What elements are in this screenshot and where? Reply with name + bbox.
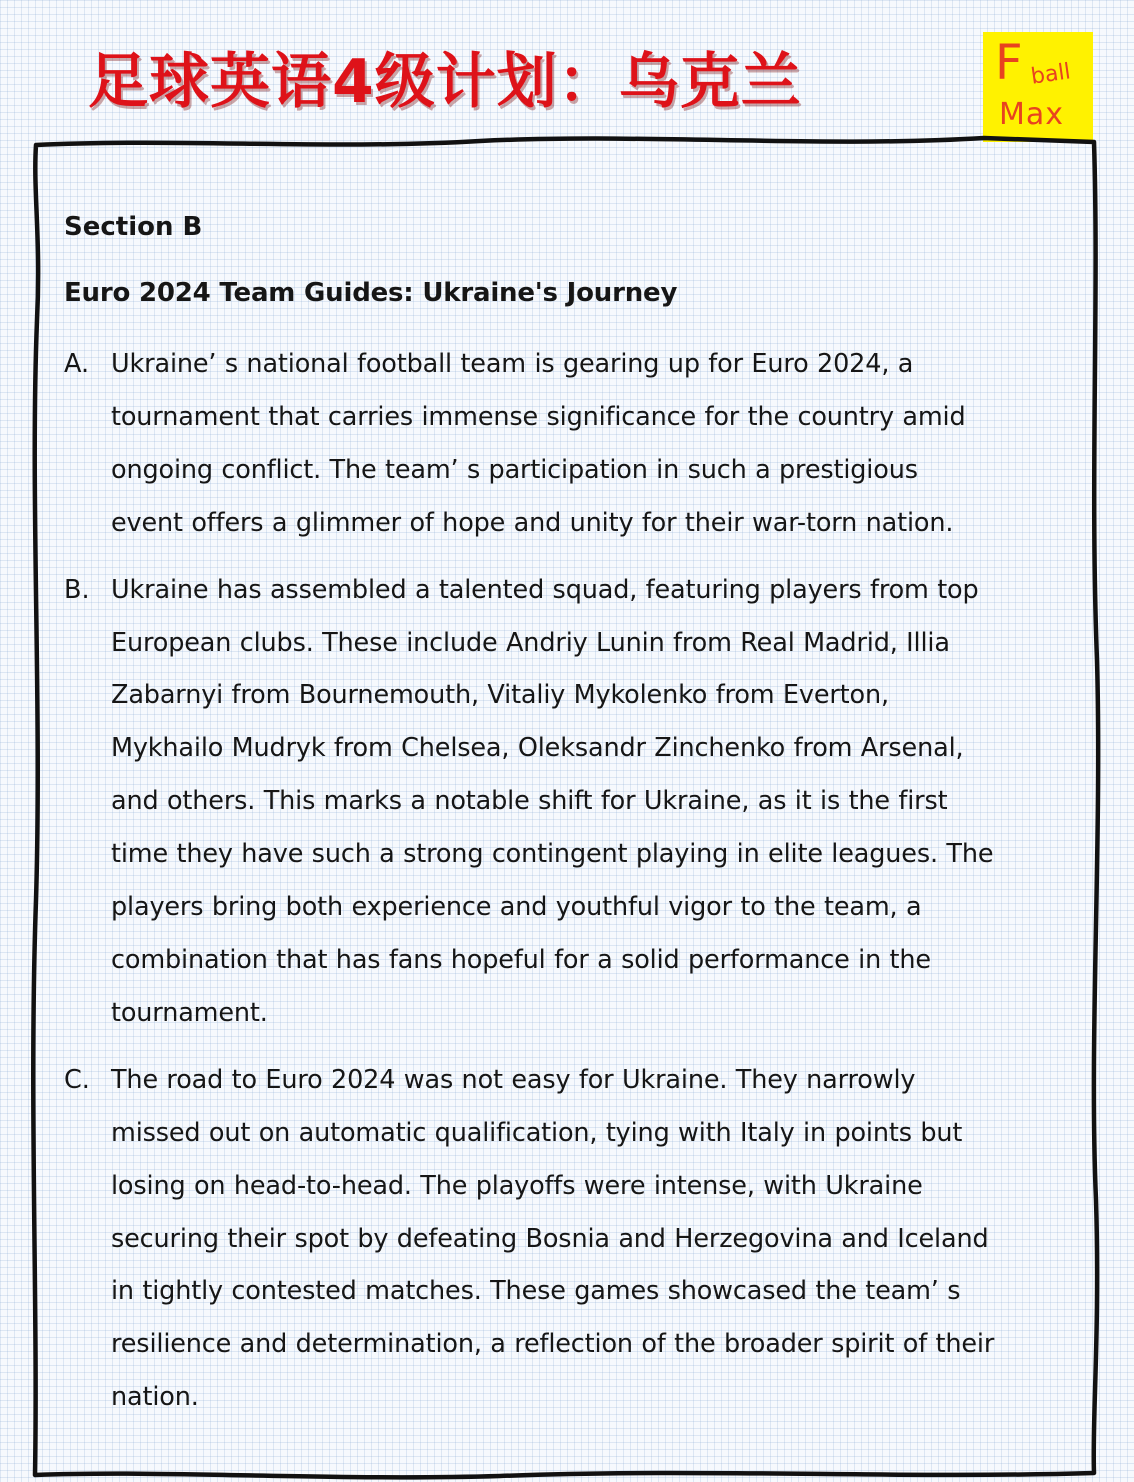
section-label: Section B bbox=[64, 212, 203, 242]
text-line: Zabarnyi from Bournemouth, Vitaliy Mykolenko from Everton, bbox=[111, 680, 889, 711]
fball-max-logo bbox=[983, 32, 1093, 142]
text-line: missed out on automatic qualification, tying with Italy in points but bbox=[111, 1117, 963, 1148]
text-line: tournament that carries immense significance for the country amid bbox=[111, 401, 966, 432]
text-line: Ukraine’ s national football team is gearing up for Euro 2024, a bbox=[111, 349, 914, 379]
paragraph-c bbox=[64, 1054, 1084, 1424]
text-line: Mykhailo Mudryk from Chelsea, Oleksandr Zinchenko from Arsenal, bbox=[111, 733, 964, 764]
paragraph-letter: A. bbox=[64, 349, 90, 379]
text-line: securing their spot by defeating Bosnia and Herzegovina and Iceland bbox=[111, 1223, 989, 1254]
paragraph-b bbox=[64, 564, 1084, 1040]
page-title: 足球英语4级计划：乌克兰 bbox=[88, 47, 802, 117]
paragraph-text bbox=[111, 338, 1084, 550]
text-line: losing on head-to-head. The playoffs were intense, with Ukraine bbox=[111, 1170, 923, 1201]
paragraph-text bbox=[111, 1054, 1084, 1424]
document-title: Euro 2024 Team Guides: Ukraine's Journey bbox=[64, 278, 678, 308]
text-line: The road to Euro 2024 was not easy for Ukraine. They narrowly bbox=[111, 1064, 916, 1095]
text-line: combination that has fans hopeful for a solid performance in the bbox=[111, 944, 931, 975]
paragraph-text bbox=[111, 564, 1084, 1040]
logo-letter-f: F bbox=[995, 35, 1023, 91]
paragraph-letter: C. bbox=[64, 1064, 90, 1095]
text-line: time they have such a strong contingent playing in elite leagues. The bbox=[111, 839, 994, 870]
text-line: resilience and determination, a reflection of the broader spirit of their bbox=[111, 1329, 995, 1360]
logo-word-ball: ball bbox=[1029, 59, 1073, 90]
paragraph-letter: B. bbox=[64, 574, 90, 605]
text-line: players bring both experience and youthful vigor to the team, a bbox=[111, 892, 922, 923]
text-line: European clubs. These include Andriy Lunin from Real Madrid, Illia bbox=[111, 627, 950, 658]
paragraph-a bbox=[64, 338, 1084, 550]
logo-word-max: Max bbox=[999, 97, 1065, 132]
text-line: Ukraine has assembled a talented squad, featuring players from top bbox=[111, 574, 979, 605]
text-line: ongoing conflict. The team’ s participation in such a prestigious bbox=[111, 454, 918, 485]
text-line: event offers a glimmer of hope and unity for their war-torn nation. bbox=[111, 507, 954, 538]
text-line: in tightly contested matches. These games showcased the team’ s bbox=[111, 1276, 961, 1307]
text-line: tournament. bbox=[111, 997, 268, 1028]
document-body bbox=[64, 210, 1084, 1438]
text-line: nation. bbox=[111, 1382, 199, 1413]
text-line: and others. This marks a notable shift for Ukraine, as it is the first bbox=[111, 786, 948, 817]
